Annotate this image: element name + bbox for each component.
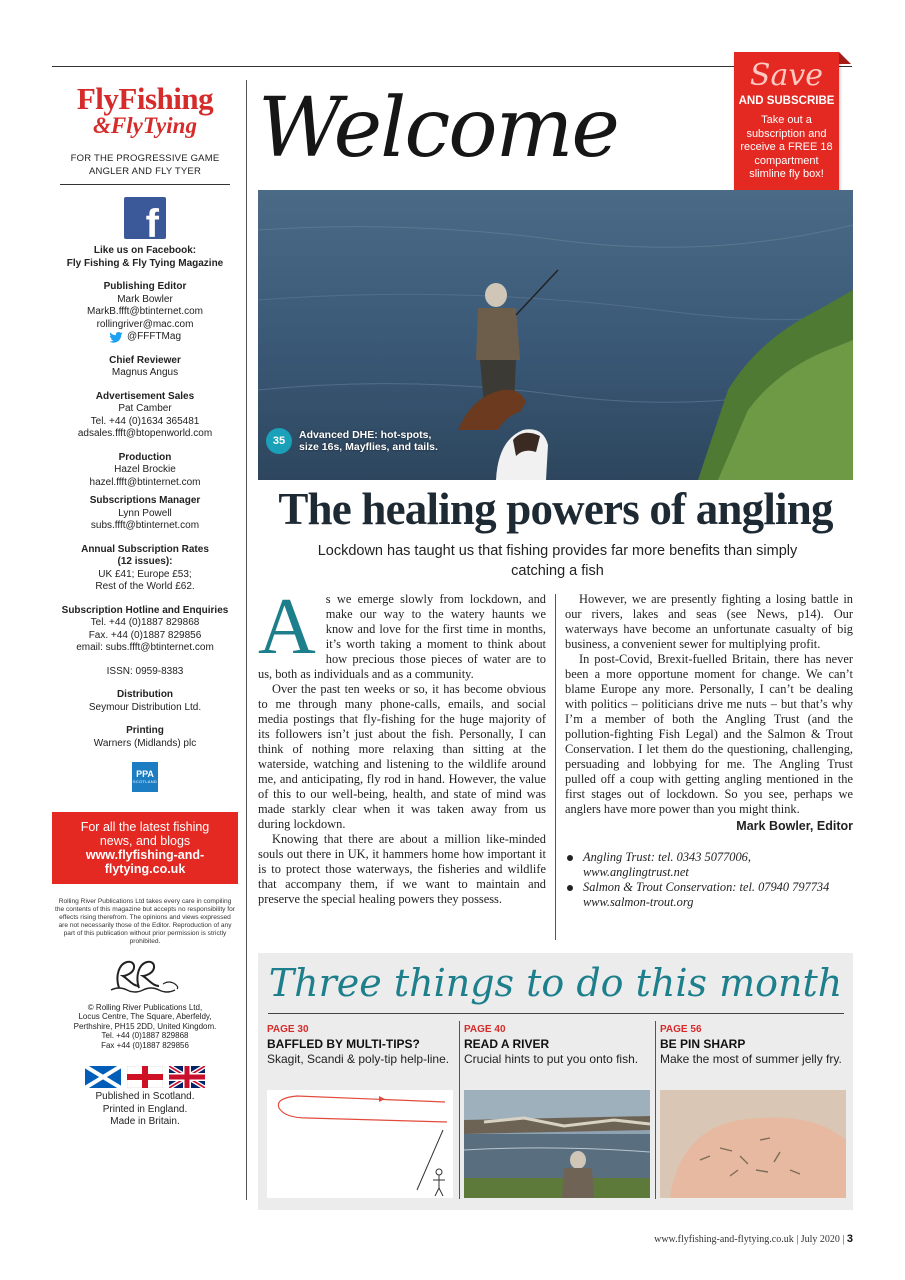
section-heading: Distribution <box>116 689 174 700</box>
ppa-logo <box>132 762 158 792</box>
hero-photo <box>258 190 853 480</box>
author-signature: Mark Bowler, Editor <box>736 819 853 833</box>
article-paragraph <box>258 583 546 682</box>
disclaimer: Rolling River Publications Ltd takes every care in compiling the contents of this magazine but accepts no responsibility for effects rising therefrom. The opinions and views expressed are not necessarily those of the Editor. Reproduction of any part of this publication without prior permission is strictly prohibited. <box>55 898 235 945</box>
thing-title: BAFFLED BY MULTI-TIPS? <box>267 1037 420 1051</box>
link-url[interactable]: www.anglingtrust.net <box>583 865 689 879</box>
logo-line-1: FlyFishing <box>76 81 214 116</box>
article-paragraph: In post-Covid, Brexit-fuelled Britain, there has never been a more opportune moment for change. We can’t blame Europe any more. Personally, I can’t be dealing with politics – politicians drive me nuts – but that’s why I’m a member of both the Angling Trust (and the pollution-fighting Fish Legal) and the Salmon & Trout Conservation. I let them do the questioning, challenging, persuading and lobbying for me. The Angling Trust pulled off a coup with getting angling mentioned in the first stages out of lockdown. So you see, perhaps we anglers have more power than you might think. <box>565 652 853 816</box>
union-flag-icon <box>169 1066 205 1088</box>
three-things-panel <box>258 953 853 1210</box>
section-heading: Publishing Editor <box>103 281 187 292</box>
page-number: 3 <box>846 1233 853 1245</box>
link-url[interactable]: www.salmon-trout.org <box>583 895 694 909</box>
flags-row <box>52 1066 238 1088</box>
thing-item[interactable] <box>660 1023 846 1067</box>
footer-url[interactable]: www.flyfishing-and-flytying.co.uk | July 2020 | <box>654 1234 847 1245</box>
address-line: Locus Centre, The Square, Aberfeldy, <box>78 1012 212 1022</box>
hotline-block <box>52 605 238 655</box>
printing-block <box>52 725 238 750</box>
publisher-address <box>52 1003 238 1051</box>
subscription-rates-block <box>52 544 238 594</box>
save-title: Save <box>749 58 824 93</box>
twitter-icon <box>109 332 123 343</box>
facebook-prompt: Like us on Facebook: <box>93 245 197 256</box>
published-line: Printed in England. <box>102 1103 188 1115</box>
reviewer-name: Magnus Angus <box>111 367 179 378</box>
magazine-logo <box>52 81 238 138</box>
printer-name: Warners (Midlands) plc <box>93 737 197 749</box>
river-photo-illustration <box>464 1090 650 1198</box>
editor-email-alt[interactable]: rollingriver@mac.com <box>96 318 194 330</box>
links-list <box>565 850 853 910</box>
list-item[interactable] <box>565 880 853 910</box>
thing-desc: Make the most of summer jelly fry. <box>660 1052 842 1066</box>
website-promo[interactable] <box>52 812 238 884</box>
top-rule <box>52 66 852 67</box>
ad-sales-block <box>52 391 238 441</box>
section-heading: Advertisement Sales <box>95 390 195 402</box>
section-heading: Printing <box>126 725 164 736</box>
editor-name: Mark Bowler <box>117 293 173 305</box>
page-title: Welcome <box>258 81 618 176</box>
subs-manager-name: Lynn Powell <box>118 507 172 519</box>
thing-page[interactable]: PAGE 40 <box>464 1024 506 1035</box>
article-paragraph: Knowing that there are about a million like-minded souls out there in UK, it hammers home how important it is to protect those waterways, the fisheries and wildlife that accompany them, if we want to maintain and preserve the special healing powers they possess. <box>258 832 546 906</box>
divider <box>60 184 230 185</box>
article-standfirst: Lockdown has taught us that fishing provides far more benefits than simply catching a fish <box>317 543 798 579</box>
thing-image <box>464 1090 650 1198</box>
logo-line-2: &FlyTying <box>93 113 197 138</box>
jelly-fry-illustration <box>660 1090 846 1198</box>
address-line: Perthshire, PH15 2DD, United Kingdom. <box>73 1021 217 1031</box>
address-line: Tel. +44 (0)1887 829868 <box>101 1031 189 1041</box>
column-divider <box>459 1021 460 1199</box>
production-name: Hazel Brockie <box>114 464 176 475</box>
issn: ISSN: 0959-8383 <box>106 665 184 677</box>
page-number-badge[interactable]: 35 <box>266 428 292 454</box>
scotland-flag-icon <box>85 1066 121 1088</box>
thing-desc: Skagit, Scandi & poly-tip help-line. <box>267 1052 450 1066</box>
distributor-name: Seymour Distribution Ltd. <box>88 701 202 713</box>
ad-sales-tel: Tel. +44 (0)1634 365481 <box>90 415 200 427</box>
section-heading: Subscription Hotline and Enquiries <box>61 604 229 616</box>
section-heading: Annual Subscription Rates <box>81 543 209 555</box>
production-block <box>52 452 238 490</box>
promo-text: For all the latest fishing <box>80 820 210 834</box>
casting-diagram <box>267 1090 453 1198</box>
three-things-title: Three things to do this month <box>268 961 843 1005</box>
thing-page[interactable]: PAGE 30 <box>267 1024 309 1035</box>
promo-text: news, and blogs <box>99 834 191 848</box>
rate-line: Rest of the World £62. <box>95 581 195 592</box>
list-item[interactable] <box>565 850 853 880</box>
page-footer <box>654 1233 853 1245</box>
article-paragraph: Over the past ten weeks or so, it has become obvious to me through many phone-calls, emails, and social media postings that fly-fishing for the huge majority of its followers isn’t just about the fish. Personally, I can think of nothing more relaxing than sitting at the waterside, watching and listening to the wildlife around me, and anticipating, fly rod in hand. However, the value of this to our well-being, health, and state of mind was made starkly clear when it was taken away from us during lockdown. <box>258 682 546 831</box>
article-paragraph: However, we are presently fighting a losing battle in our rivers, lakes and seas (see News, p14). Our waterways have become an unfortunate casualty of big business, a convenient sewer for multiplying profit. <box>565 592 853 651</box>
thing-desc: Crucial hints to put you onto fish. <box>464 1052 639 1066</box>
photo-caption <box>266 428 449 454</box>
published-info <box>52 1091 238 1129</box>
paragraph-text: s we emerge slowly from lockdown, and make our way to the watery haunts we know and love for the first time in months, it’s worth taking a moment to think about how precious those pieces of water are to us, both as individuals and as a community. <box>258 592 546 681</box>
thing-item[interactable] <box>267 1023 453 1067</box>
distribution-block <box>52 689 238 714</box>
link-label: Salmon & Trout Conservation: tel. 07940 797734 <box>583 880 830 894</box>
masthead-sidebar <box>52 70 238 1129</box>
divider <box>268 1013 844 1014</box>
hotline-email[interactable]: email: subs.ffft@btinternet.com <box>76 642 214 653</box>
promo-url[interactable]: flytying.co.uk <box>104 862 186 876</box>
column-divider <box>555 594 556 940</box>
article-column-2 <box>565 592 853 910</box>
thing-page[interactable]: PAGE 56 <box>660 1024 702 1035</box>
save-body: Take out a subscription and receive a FREE 18 compartment slimline fly box! <box>740 114 833 181</box>
publishing-editor-block <box>52 281 238 344</box>
thing-item[interactable] <box>464 1023 650 1067</box>
drop-cap: A <box>258 583 316 671</box>
address-line: Fax +44 (0)1887 829856 <box>101 1040 189 1050</box>
thing-image <box>267 1090 453 1198</box>
twitter-handle-text: @FFFTMag <box>126 331 182 342</box>
thing-title: BE PIN SHARP <box>660 1037 746 1051</box>
england-flag-icon <box>127 1066 163 1088</box>
article-headline: The healing powers of angling <box>278 484 833 534</box>
production-email[interactable]: hazel.ffft@btinternet.com <box>89 476 201 488</box>
caption-text: Advanced DHE: hot-spots, size 16s, Mayflies, and tails. <box>299 428 438 453</box>
rate-line: UK £41; Europe £53; <box>98 568 192 580</box>
editor-email[interactable]: MarkB.ffft@btinternet.com <box>87 306 203 317</box>
section-heading: Production <box>118 451 172 463</box>
article-column-1 <box>258 583 546 907</box>
thing-title: READ A RIVER <box>464 1037 550 1051</box>
chief-reviewer-block <box>52 355 238 380</box>
promo-url[interactable]: www.flyfishing-and- <box>85 848 205 862</box>
facebook-page-name[interactable]: Fly Fishing & Fly Tying Magazine <box>66 257 224 269</box>
ppa-sub: SCOTLAND <box>132 779 158 784</box>
subs-manager-email[interactable]: subs.ffft@btinternet.com <box>90 520 200 531</box>
published-line: Published in Scotland. <box>95 1091 195 1103</box>
link-label: Angling Trust: tel. 0343 5077006, <box>583 850 751 864</box>
tagline: FOR THE PROGRESSIVE GAME ANGLER AND FLY TYER <box>70 153 220 177</box>
hotline-tel: Tel. +44 (0)1887 829868 <box>90 617 200 628</box>
ppa-text: PPA <box>136 769 154 779</box>
ad-sales-email[interactable]: adsales.ffft@btopenworld.com <box>77 428 213 439</box>
rolling-river-logo <box>105 956 185 996</box>
thing-image <box>660 1090 846 1198</box>
facebook-icon[interactable]: f <box>124 197 166 239</box>
save-subtitle: AND SUBSCRIBE <box>738 95 835 107</box>
address-line: © Rolling River Publications Ltd, <box>87 1002 203 1012</box>
section-heading: Subscriptions Manager <box>89 495 201 506</box>
column-divider <box>655 1021 656 1199</box>
hotline-fax: Fax. +44 (0)1887 829856 <box>88 629 202 641</box>
section-heading: Chief Reviewer <box>109 354 181 366</box>
subs-manager-block <box>52 495 238 533</box>
twitter-handle[interactable] <box>52 331 238 344</box>
published-line: Made in Britain. <box>110 1116 180 1128</box>
sidebar-divider <box>246 80 247 1200</box>
section-subheading: (12 issues): <box>117 556 173 567</box>
banner-fold <box>839 52 851 64</box>
ad-sales-name: Pat Camber <box>118 403 172 414</box>
